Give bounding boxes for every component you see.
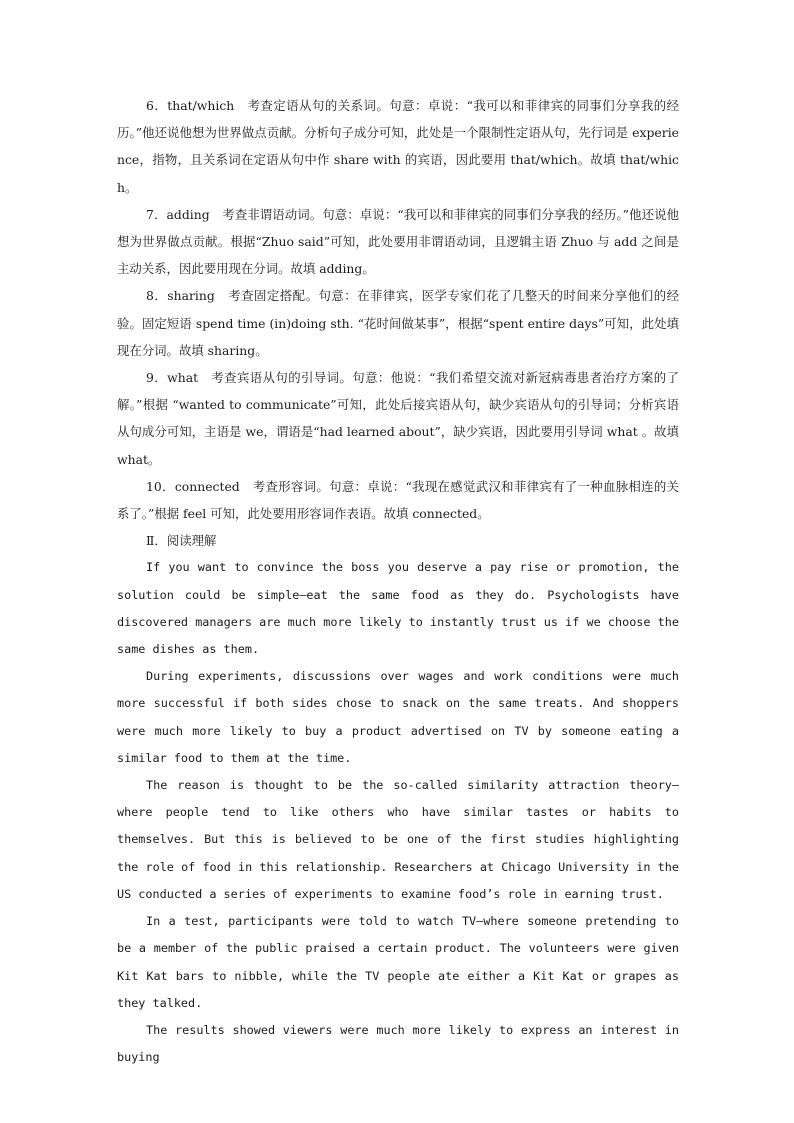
reading-paragraph: The reason is thought to be the so-called similarity attraction theory—where people tend to like others who have similar tastes or habits to themselves. But this is believed to be one of the first studies highlighting the role of food in this relationship. Researchers at Chicago University in the US conducted a series of experiments to examine food’s role in earning trust.: [117, 778, 679, 901]
answer-text: that/which 考查定语从句的关系词。句意：卓说：“我可以和菲律宾的同事们分享我的经历。”他还说他想为世界做点贡献。分析句子成分可知，此处是一个限制性定语从句，先行词是 experience，指物，且关系词在定语从句中作 share with 的宾语，因此要用 that/which。故填 that/which。: [117, 98, 679, 195]
answer-6: [117, 92, 679, 201]
document-page: [117, 92, 679, 1071]
answer-text: connected 考查形容词。句意：卓说：“我现在感觉武汉和菲律宾有了一种血脉相连的关系了。”根据 feel 可知，此处要用形容词作表语。故填 connected。: [117, 478, 679, 522]
reading-paragraph: In a test, participants were told to watch TV—where someone pretending to be a member of the public praised a certain product. The volunteers were given Kit Kat bars to nibble, while the TV people ate either a Kit Kat or grapes as they talked.: [117, 914, 679, 1010]
section-title: Ⅱ．阅读理解: [146, 533, 217, 549]
answer-8: [117, 282, 679, 364]
answer-number: 7．: [146, 206, 167, 222]
reading-paragraph: If you want to convince the boss you deserve a pay rise or promotion, the solution could be simple—eat the same food as they do. Psychologists have discovered managers are much more likely to instantly trust us if we choose the same dishes as them.: [117, 560, 679, 657]
answer-number: 6．: [146, 98, 168, 113]
answer-7: [117, 201, 679, 283]
answer-text: adding 考查非谓语动词。句意：卓说：“我可以和菲律宾的同事们分享我的经历。”他还说他想为世界做点贡献。根据“Zhuo said”可知，此处要用非谓语动词，且逻辑主语 Zhuo 与 add 之间是主动关系，因此要用现在分词。故填 adding。: [117, 206, 680, 277]
answer-10: [117, 473, 679, 527]
answer-number: 9．: [146, 370, 168, 386]
answer-text: what 考查宾语从句的引导词。句意：他说：“我们希望交流对新冠病毒患者治疗方案的了解。”根据 “wanted to communicate”可知，此处后接宾语从句，缺少宾语从句的引导词；分析宾语从句成分可知，主语是 we，谓语是“had learned about”，缺少宾语，因此要用引导词 what 。故填 what。: [117, 370, 679, 467]
answer-9: [117, 364, 679, 473]
answer-number: 8．: [146, 288, 168, 304]
reading-paragraph: During experiments, discussions over wages and work conditions were much more successful if both sides chose to snack on the same treats. And shoppers were much more likely to buy a product advertised on TV by someone eating a similar food to them at the time.: [117, 669, 679, 765]
answer-text: sharing 考查固定搭配。句意：在菲律宾，医学专家们花了几整天的时间来分享他们的经验。固定短语 spend time (in)doing sth. “花时间做某事”，根据“spent entire days”可知，此处填现在分词。故填 sharing。: [117, 288, 679, 358]
reading-paragraph: The results showed viewers were much more likely to express an interest in buying: [117, 1022, 679, 1065]
answer-number: 10．: [146, 478, 175, 494]
reading-passage: [117, 554, 679, 1071]
